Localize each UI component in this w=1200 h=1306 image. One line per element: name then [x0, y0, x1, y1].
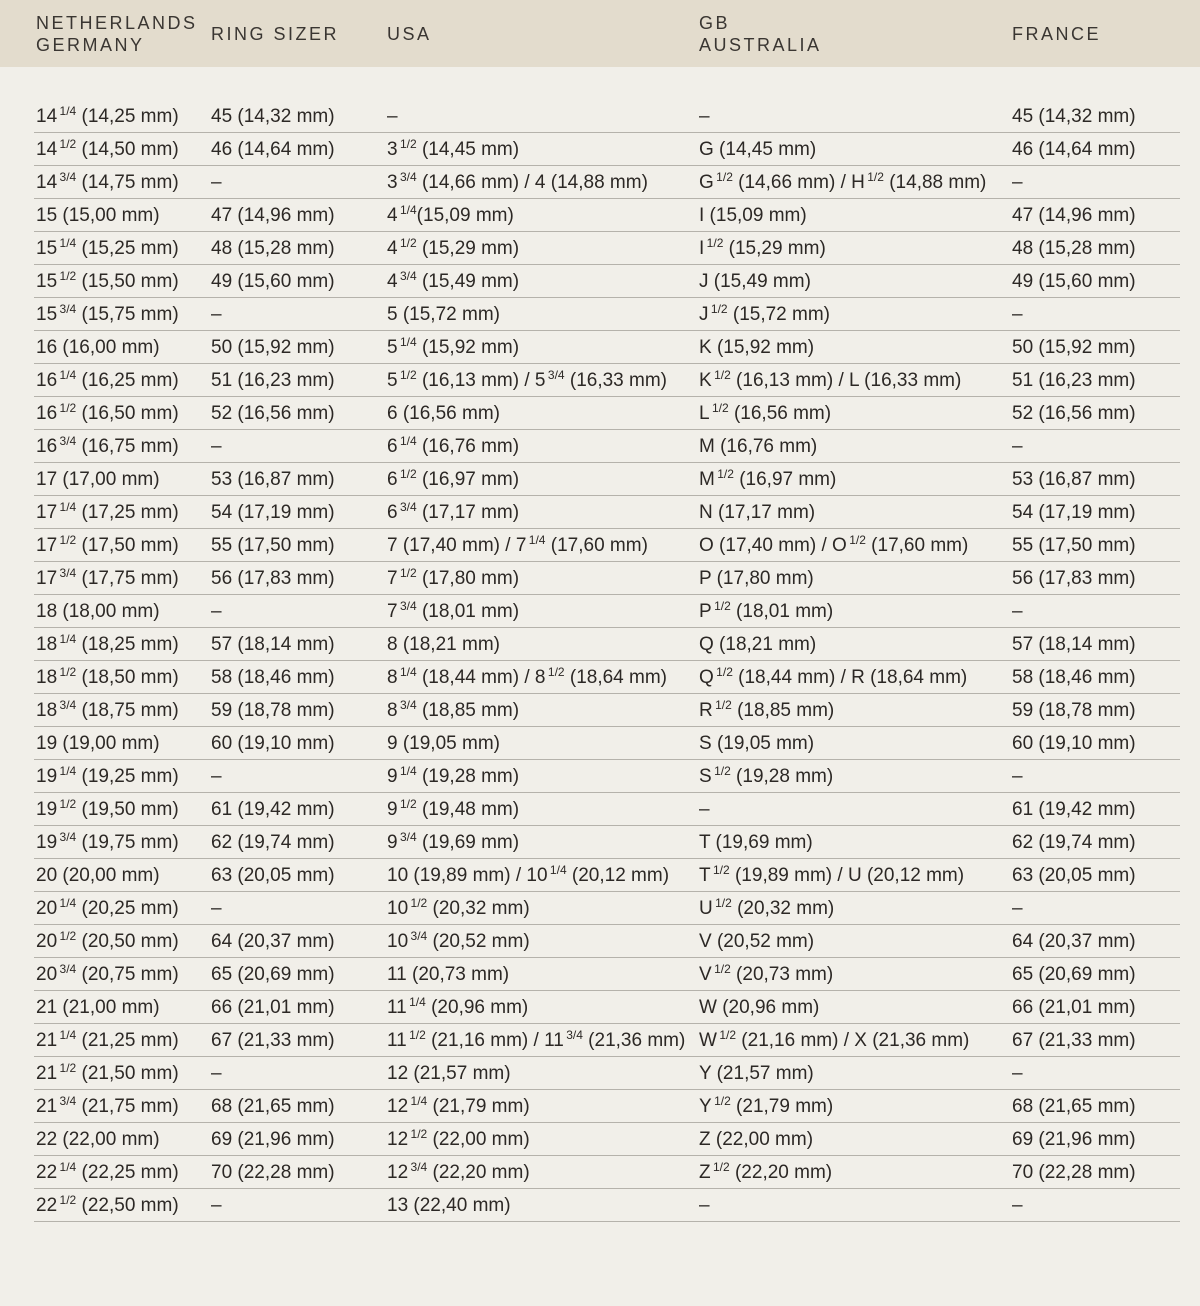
cell-usa: 9 (19,05 mm) — [387, 733, 500, 754]
cell-usa: 9 $^{1/4}$ (19,28 mm) — [387, 764, 520, 787]
cell-gb-australia: R $^{1/2}$ (18,85 mm) — [699, 698, 835, 721]
table-row — [34, 529, 1180, 562]
table-row — [34, 331, 1180, 364]
cell-ring-sizer: 66 (21,01 mm) — [211, 997, 335, 1018]
cell-netherlands-germany: 16 $^{1/2}$ (16,50 mm) — [36, 401, 179, 424]
cell-gb-australia: W $^{1/2}$ (21,16 mm) / X (21,36 mm) — [699, 1028, 970, 1051]
cell-usa: 13 (22,40 mm) — [387, 1195, 511, 1216]
cell-ring-sizer: 60 (19,10 mm) — [211, 733, 335, 754]
cell-netherlands-germany: 20 $^{3/4}$ (20,75 mm) — [36, 962, 179, 985]
cell-netherlands-germany: 19 (19,00 mm) — [36, 733, 160, 754]
table-row — [34, 859, 1180, 892]
cell-netherlands-germany: 21 $^{1/4}$ (21,25 mm) — [36, 1028, 179, 1051]
table-row — [34, 166, 1180, 199]
cell-france: 66 (21,01 mm) — [1012, 997, 1136, 1018]
cell-usa: 6 $^{1/4}$ (16,76 mm) — [387, 434, 520, 457]
cell-gb-australia: I $^{1/2}$ (15,29 mm) — [699, 236, 826, 259]
cell-france: 57 (18,14 mm) — [1012, 634, 1136, 655]
cell-netherlands-germany: 14 $^{1/2}$ (14,50 mm) — [36, 137, 179, 160]
table-row — [34, 694, 1180, 727]
cell-netherlands-germany: 17 $^{1/2}$ (17,50 mm) — [36, 533, 179, 556]
cell-usa: 12 $^{1/4}$ (21,79 mm) — [387, 1094, 530, 1117]
cell-ring-sizer: 55 (17,50 mm) — [211, 535, 335, 556]
table-row — [34, 199, 1180, 232]
table-row — [34, 496, 1180, 529]
header-line: RING SIZER — [211, 23, 340, 44]
cell-netherlands-germany: 22 $^{1/4}$ (22,25 mm) — [36, 1160, 179, 1183]
cell-gb-australia: V $^{1/2}$ (20,73 mm) — [699, 962, 834, 985]
cell-france: – — [1012, 304, 1023, 325]
cell-ring-sizer: 57 (18,14 mm) — [211, 634, 335, 655]
cell-france: – — [1012, 1195, 1023, 1216]
table-row — [34, 1123, 1180, 1156]
cell-gb-australia: G $^{1/2}$ (14,66 mm) / H $^{1/2}$ (14,88 mm) — [699, 170, 987, 193]
cell-france: 58 (18,46 mm) — [1012, 667, 1136, 688]
cell-france: – — [1012, 1063, 1023, 1084]
table-row — [34, 1057, 1180, 1090]
cell-usa: 12 $^{1/2}$ (22,00 mm) — [387, 1127, 530, 1150]
table-row — [34, 1024, 1180, 1057]
cell-netherlands-germany: 22 (22,00 mm) — [36, 1129, 160, 1150]
cell-france: 49 (15,60 mm) — [1012, 271, 1136, 292]
cell-france: 52 (16,56 mm) — [1012, 403, 1136, 424]
cell-ring-sizer: 54 (17,19 mm) — [211, 502, 335, 523]
header-line: GERMANY — [36, 34, 145, 55]
cell-usa: 8 $^{3/4}$ (18,85 mm) — [387, 698, 520, 721]
cell-usa: 6 (16,56 mm) — [387, 403, 500, 424]
header-line: USA — [387, 23, 432, 44]
table-row — [34, 298, 1180, 331]
cell-gb-australia: – — [699, 799, 710, 820]
cell-netherlands-germany: 15 (15,00 mm) — [36, 205, 160, 226]
cell-gb-australia: W (20,96 mm) — [699, 997, 820, 1018]
cell-france: 59 (18,78 mm) — [1012, 700, 1136, 721]
cell-gb-australia: J (15,49 mm) — [699, 271, 811, 292]
table-row — [34, 826, 1180, 859]
cell-france: 46 (14,64 mm) — [1012, 139, 1136, 160]
cell-gb-australia: Q $^{1/2}$ (18,44 mm) / R (18,64 mm) — [699, 665, 968, 688]
table-row — [34, 562, 1180, 595]
cell-usa: 4 $^{1/4}$(15,09 mm) — [387, 203, 514, 226]
cell-netherlands-germany: 17 $^{1/4}$ (17,25 mm) — [36, 500, 179, 523]
cell-usa: 10 (19,89 mm) / 10 $^{1/4}$ (20,12 mm) — [387, 863, 670, 886]
table-row — [34, 100, 1180, 133]
cell-france: 47 (14,96 mm) — [1012, 205, 1136, 226]
cell-france: 45 (14,32 mm) — [1012, 106, 1136, 127]
header-line: NETHERLANDS — [36, 12, 198, 33]
cell-usa: 6 $^{3/4}$ (17,17 mm) — [387, 500, 520, 523]
table-row — [34, 925, 1180, 958]
table-row — [34, 727, 1180, 760]
cell-ring-sizer: 46 (14,64 mm) — [211, 139, 335, 160]
table-row — [34, 1189, 1180, 1222]
cell-france: 64 (20,37 mm) — [1012, 931, 1136, 952]
cell-ring-sizer: – — [211, 436, 222, 457]
cell-netherlands-germany: 20 $^{1/2}$ (20,50 mm) — [36, 929, 179, 952]
table-row — [34, 760, 1180, 793]
cell-france: 53 (16,87 mm) — [1012, 469, 1136, 490]
cell-netherlands-germany: 15 $^{1/4}$ (15,25 mm) — [36, 236, 179, 259]
cell-netherlands-germany: 20 (20,00 mm) — [36, 865, 160, 886]
cell-france: 51 (16,23 mm) — [1012, 370, 1136, 391]
cell-usa: 12 $^{3/4}$ (22,20 mm) — [387, 1160, 530, 1183]
cell-gb-australia: T (19,69 mm) — [699, 832, 813, 853]
cell-ring-sizer: 64 (20,37 mm) — [211, 931, 335, 952]
cell-usa: 3 $^{3/4}$ (14,66 mm) / 4 (14,88 mm) — [387, 170, 648, 193]
header-gb-australia — [699, 0, 822, 67]
cell-netherlands-germany: 19 $^{1/2}$ (19,50 mm) — [36, 797, 179, 820]
cell-gb-australia: M (16,76 mm) — [699, 436, 818, 457]
table-row — [34, 1156, 1180, 1189]
cell-gb-australia: K $^{1/2}$ (16,13 mm) / L (16,33 mm) — [699, 368, 962, 391]
cell-france: – — [1012, 898, 1023, 919]
cell-usa: 5 $^{1/2}$ (16,13 mm) / 5 $^{3/4}$ (16,33 mm) — [387, 368, 668, 391]
cell-ring-sizer: 45 (14,32 mm) — [211, 106, 335, 127]
cell-gb-australia: O (17,40 mm) / O $^{1/2}$ (17,60 mm) — [699, 533, 969, 556]
cell-ring-sizer: 68 (21,65 mm) — [211, 1096, 335, 1117]
cell-ring-sizer: 67 (21,33 mm) — [211, 1030, 335, 1051]
cell-gb-australia: P (17,80 mm) — [699, 568, 814, 589]
cell-ring-sizer: – — [211, 898, 222, 919]
cell-usa: 4 $^{3/4}$ (15,49 mm) — [387, 269, 520, 292]
cell-netherlands-germany: 17 (17,00 mm) — [36, 469, 160, 490]
table-row — [34, 991, 1180, 1024]
cell-netherlands-germany: 14 $^{1/4}$ (14,25 mm) — [36, 104, 179, 127]
cell-france: 63 (20,05 mm) — [1012, 865, 1136, 886]
cell-france: – — [1012, 601, 1023, 622]
cell-gb-australia: Y $^{1/2}$ (21,79 mm) — [699, 1094, 834, 1117]
cell-usa: 10 $^{3/4}$ (20,52 mm) — [387, 929, 530, 952]
cell-ring-sizer: 50 (15,92 mm) — [211, 337, 335, 358]
cell-france: – — [1012, 766, 1023, 787]
cell-netherlands-germany: 22 $^{1/2}$ (22,50 mm) — [36, 1193, 179, 1216]
cell-usa: 5 $^{1/4}$ (15,92 mm) — [387, 335, 520, 358]
cell-ring-sizer: – — [211, 304, 222, 325]
cell-gb-australia: Z $^{1/2}$ (22,20 mm) — [699, 1160, 833, 1183]
cell-france: 61 (19,42 mm) — [1012, 799, 1136, 820]
cell-usa: 7 $^{1/2}$ (17,80 mm) — [387, 566, 520, 589]
cell-ring-sizer: 70 (22,28 mm) — [211, 1162, 335, 1183]
cell-netherlands-germany: 19 $^{1/4}$ (19,25 mm) — [36, 764, 179, 787]
cell-netherlands-germany: 18 $^{1/4}$ (18,25 mm) — [36, 632, 179, 655]
cell-gb-australia: J $^{1/2}$ (15,72 mm) — [699, 302, 831, 325]
cell-usa: 6 $^{1/2}$ (16,97 mm) — [387, 467, 520, 490]
cell-france: 60 (19,10 mm) — [1012, 733, 1136, 754]
cell-ring-sizer: – — [211, 601, 222, 622]
cell-gb-australia: – — [699, 106, 710, 127]
table-row — [34, 892, 1180, 925]
size-table — [34, 100, 1180, 1222]
cell-gb-australia: T $^{1/2}$ (19,89 mm) / U (20,12 mm) — [699, 863, 965, 886]
cell-usa: 11 $^{1/2}$ (21,16 mm) / 11 $^{3/4}$ (21,36 mm) — [387, 1028, 686, 1051]
cell-france: 48 (15,28 mm) — [1012, 238, 1136, 259]
cell-france: 54 (17,19 mm) — [1012, 502, 1136, 523]
table-row — [34, 397, 1180, 430]
cell-ring-sizer: 61 (19,42 mm) — [211, 799, 335, 820]
cell-usa: 4 $^{1/2}$ (15,29 mm) — [387, 236, 520, 259]
cell-usa: 8 (18,21 mm) — [387, 634, 500, 655]
table-row — [34, 628, 1180, 661]
cell-ring-sizer: 63 (20,05 mm) — [211, 865, 335, 886]
cell-ring-sizer: 47 (14,96 mm) — [211, 205, 335, 226]
cell-gb-australia: G (14,45 mm) — [699, 139, 817, 160]
header-line: FRANCE — [1012, 23, 1102, 44]
table-row — [34, 958, 1180, 991]
cell-netherlands-germany: 21 $^{1/2}$ (21,50 mm) — [36, 1061, 179, 1084]
cell-usa: 9 $^{3/4}$ (19,69 mm) — [387, 830, 520, 853]
cell-gb-australia: V (20,52 mm) — [699, 931, 815, 952]
cell-netherlands-germany: 14 $^{3/4}$ (14,75 mm) — [36, 170, 179, 193]
cell-ring-sizer: 53 (16,87 mm) — [211, 469, 335, 490]
cell-france: 62 (19,74 mm) — [1012, 832, 1136, 853]
cell-gb-australia: K (15,92 mm) — [699, 337, 815, 358]
header-france — [1012, 0, 1101, 67]
cell-gb-australia: N (17,17 mm) — [699, 502, 816, 523]
cell-ring-sizer: 49 (15,60 mm) — [211, 271, 335, 292]
cell-ring-sizer: 48 (15,28 mm) — [211, 238, 335, 259]
cell-netherlands-germany: 16 $^{3/4}$ (16,75 mm) — [36, 434, 179, 457]
cell-ring-sizer: 62 (19,74 mm) — [211, 832, 335, 853]
cell-gb-australia: Y (21,57 mm) — [699, 1063, 814, 1084]
cell-usa: 12 (21,57 mm) — [387, 1063, 511, 1084]
header-ring-sizer — [211, 0, 339, 67]
header-line: AUSTRALIA — [699, 34, 822, 55]
cell-france: – — [1012, 436, 1023, 457]
cell-gb-australia: – — [699, 1195, 710, 1216]
table-row — [34, 430, 1180, 463]
table-header — [0, 0, 1200, 67]
cell-ring-sizer: 59 (18,78 mm) — [211, 700, 335, 721]
cell-netherlands-germany: 18 $^{1/2}$ (18,50 mm) — [36, 665, 179, 688]
cell-usa: 3 $^{1/2}$ (14,45 mm) — [387, 137, 520, 160]
cell-netherlands-germany: 17 $^{3/4}$ (17,75 mm) — [36, 566, 179, 589]
cell-gb-australia: Q (18,21 mm) — [699, 634, 817, 655]
cell-france: 50 (15,92 mm) — [1012, 337, 1136, 358]
cell-gb-australia: L $^{1/2}$ (16,56 mm) — [699, 401, 832, 424]
cell-netherlands-germany: 18 $^{3/4}$ (18,75 mm) — [36, 698, 179, 721]
cell-france: 65 (20,69 mm) — [1012, 964, 1136, 985]
cell-gb-australia: S $^{1/2}$ (19,28 mm) — [699, 764, 834, 787]
cell-ring-sizer: 58 (18,46 mm) — [211, 667, 335, 688]
cell-ring-sizer: 69 (21,96 mm) — [211, 1129, 335, 1150]
header-usa — [387, 0, 432, 67]
cell-usa: 8 $^{1/4}$ (18,44 mm) / 8 $^{1/2}$ (18,64 mm) — [387, 665, 668, 688]
cell-gb-australia: U $^{1/2}$ (20,32 mm) — [699, 896, 835, 919]
cell-ring-sizer: – — [211, 1063, 222, 1084]
cell-netherlands-germany: 20 $^{1/4}$ (20,25 mm) — [36, 896, 179, 919]
table-row — [34, 661, 1180, 694]
cell-ring-sizer: 65 (20,69 mm) — [211, 964, 335, 985]
cell-france: 55 (17,50 mm) — [1012, 535, 1136, 556]
cell-gb-australia: P $^{1/2}$ (18,01 mm) — [699, 599, 834, 622]
table-row — [34, 793, 1180, 826]
cell-usa: 9 $^{1/2}$ (19,48 mm) — [387, 797, 520, 820]
table-row — [34, 463, 1180, 496]
cell-gb-australia: Z (22,00 mm) — [699, 1129, 814, 1150]
cell-france: – — [1012, 172, 1023, 193]
table-row — [34, 232, 1180, 265]
table-row — [34, 133, 1180, 166]
cell-netherlands-germany: 19 $^{3/4}$ (19,75 mm) — [36, 830, 179, 853]
cell-usa: 11 (20,73 mm) — [387, 964, 510, 985]
cell-gb-australia: I (15,09 mm) — [699, 205, 807, 226]
cell-gb-australia: M $^{1/2}$ (16,97 mm) — [699, 467, 837, 490]
cell-usa: – — [387, 106, 398, 127]
table-row — [34, 595, 1180, 628]
cell-france: 68 (21,65 mm) — [1012, 1096, 1136, 1117]
cell-ring-sizer: – — [211, 766, 222, 787]
cell-usa: 10 $^{1/2}$ (20,32 mm) — [387, 896, 530, 919]
cell-ring-sizer: – — [211, 172, 222, 193]
cell-netherlands-germany: 21 $^{3/4}$ (21,75 mm) — [36, 1094, 179, 1117]
cell-france: 70 (22,28 mm) — [1012, 1162, 1136, 1183]
cell-netherlands-germany: 15 $^{3/4}$ (15,75 mm) — [36, 302, 179, 325]
cell-netherlands-germany: 16 $^{1/4}$ (16,25 mm) — [36, 368, 179, 391]
cell-netherlands-germany: 18 (18,00 mm) — [36, 601, 160, 622]
cell-netherlands-germany: 16 (16,00 mm) — [36, 337, 160, 358]
cell-netherlands-germany: 21 (21,00 mm) — [36, 997, 160, 1018]
cell-usa: 7 $^{3/4}$ (18,01 mm) — [387, 599, 520, 622]
cell-france: 56 (17,83 mm) — [1012, 568, 1136, 589]
cell-ring-sizer: 52 (16,56 mm) — [211, 403, 335, 424]
cell-france: 67 (21,33 mm) — [1012, 1030, 1136, 1051]
header-netherlands-germany — [36, 0, 198, 67]
table-row — [34, 1090, 1180, 1123]
cell-usa: 11 $^{1/4}$ (20,96 mm) — [387, 995, 529, 1018]
cell-ring-sizer: – — [211, 1195, 222, 1216]
table-row — [34, 265, 1180, 298]
cell-usa: 7 (17,40 mm) / 7 $^{1/4}$ (17,60 mm) — [387, 533, 648, 556]
cell-gb-australia: S (19,05 mm) — [699, 733, 815, 754]
cell-usa: 5 (15,72 mm) — [387, 304, 500, 325]
cell-france: 69 (21,96 mm) — [1012, 1129, 1136, 1150]
cell-ring-sizer: 56 (17,83 mm) — [211, 568, 335, 589]
header-line: GB — [699, 12, 731, 33]
table-row — [34, 364, 1180, 397]
cell-netherlands-germany: 15 $^{1/2}$ (15,50 mm) — [36, 269, 179, 292]
cell-ring-sizer: 51 (16,23 mm) — [211, 370, 335, 391]
